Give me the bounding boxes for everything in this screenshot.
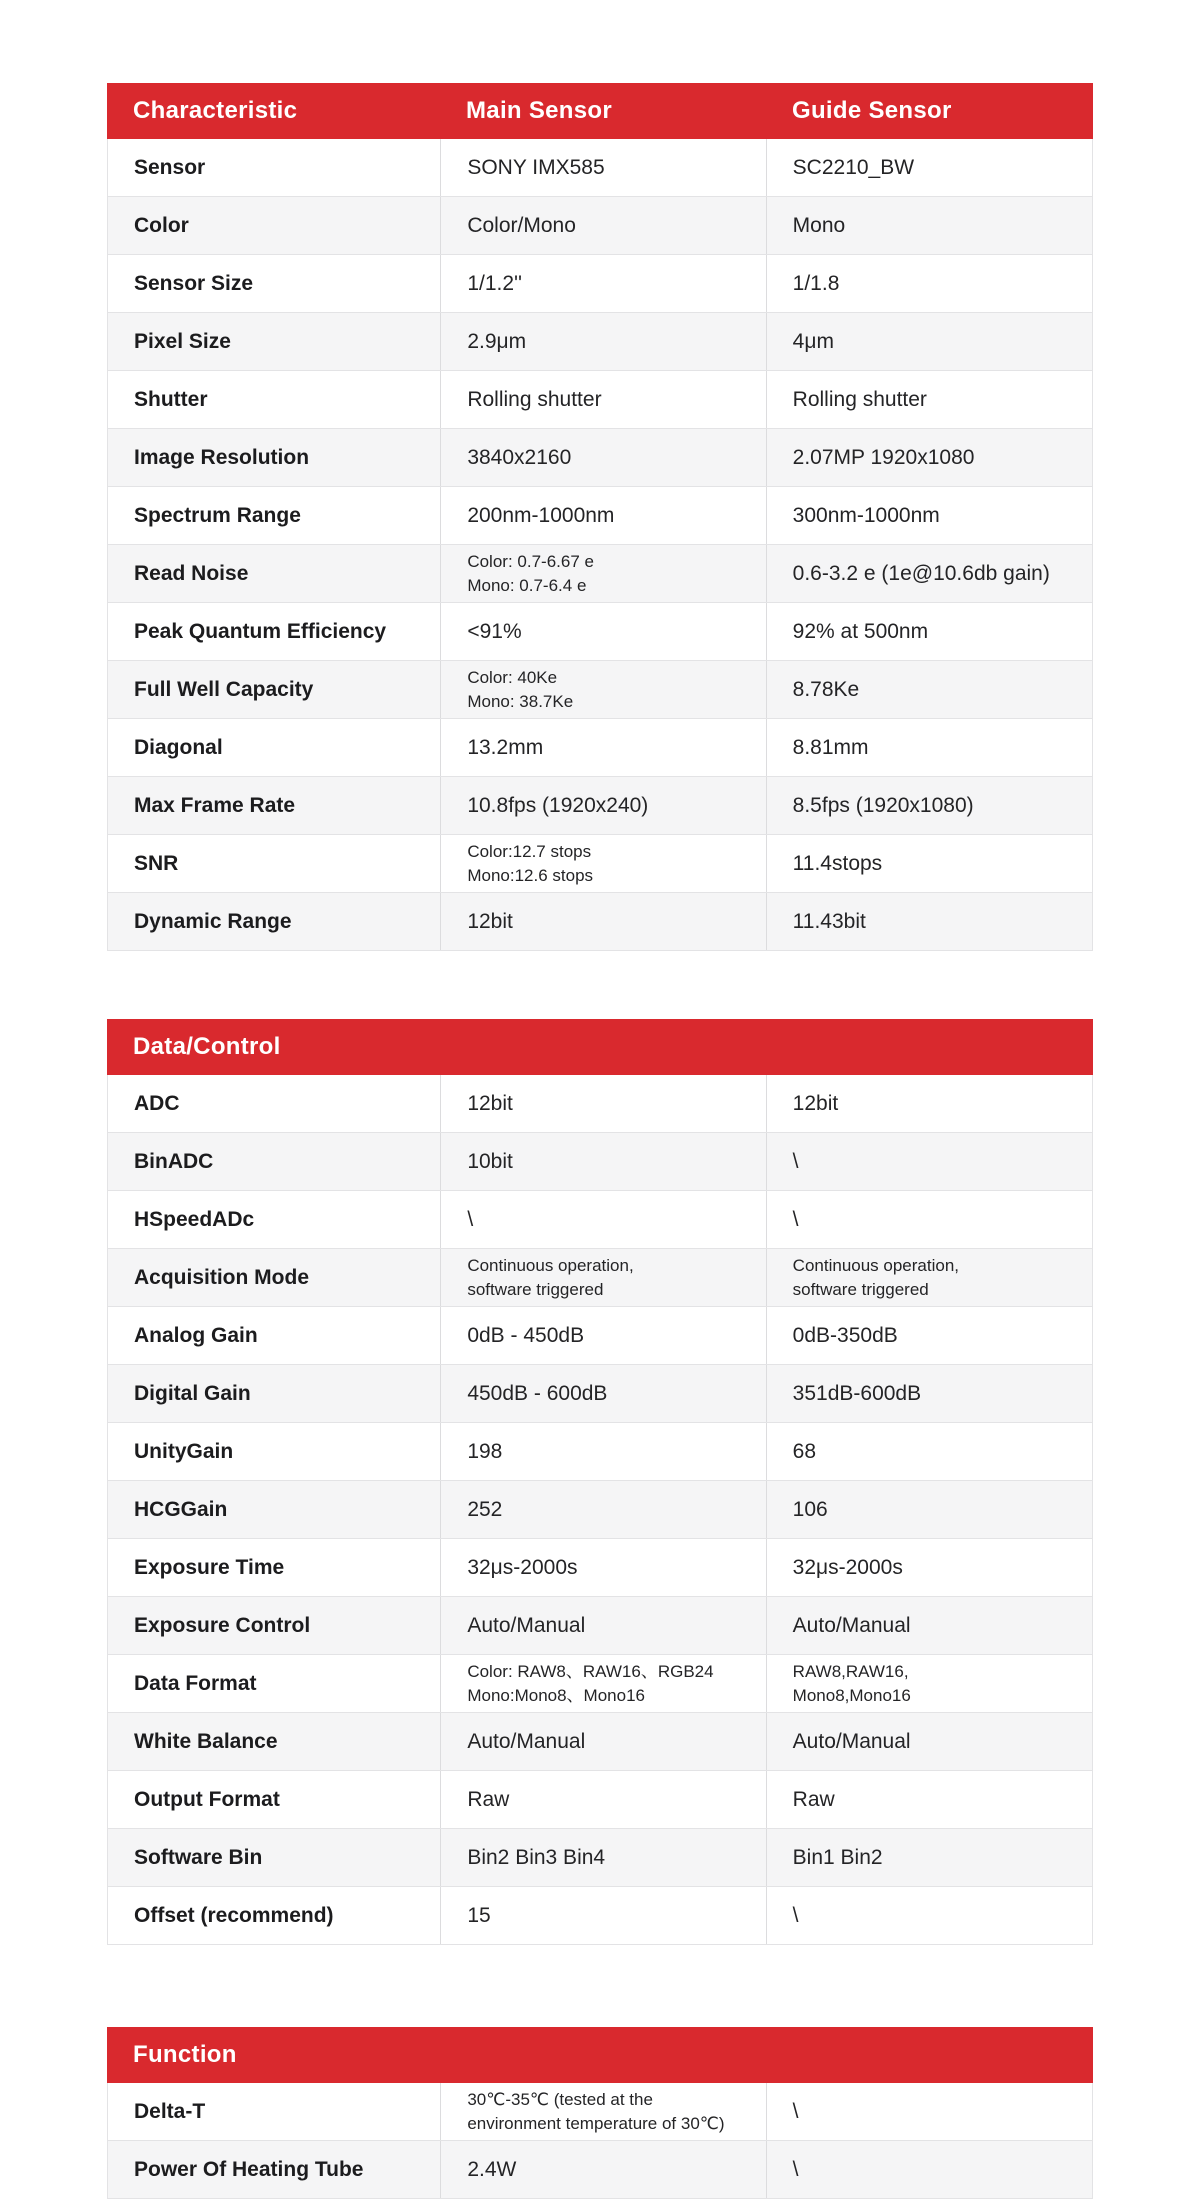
main-sensor-value-cell: [440, 139, 765, 196]
table-body: [107, 2083, 1093, 2199]
value-line: 1/1.8: [792, 271, 840, 295]
guide-sensor-value-cell: [766, 603, 1092, 660]
value-line: 12bit: [467, 1091, 513, 1115]
main-sensor-value-cell: [440, 1423, 765, 1480]
value-line: 106: [792, 1497, 828, 1521]
row-label-cell: [108, 1887, 440, 1944]
row-label-cell: [108, 835, 440, 892]
row-label: Read Noise: [134, 561, 249, 585]
row-label-cell: [108, 777, 440, 834]
main-sensor-value-cell: [440, 1539, 765, 1596]
value-line: Continuous operation,: [792, 1255, 960, 1275]
table-body: [107, 1075, 1093, 1945]
value-line: 300nm-1000nm: [792, 503, 940, 527]
value-line: 1/1.2'': [467, 271, 523, 295]
section-header-bar: [107, 1019, 1093, 1075]
main-sensor-value-cell: [440, 1713, 765, 1770]
table-row: [108, 1596, 1092, 1654]
row-label-cell: [108, 603, 440, 660]
table-row: [108, 370, 1092, 428]
header-cell: Data/Control: [133, 1033, 281, 1060]
table-row: [108, 602, 1092, 660]
table-row: [108, 2140, 1092, 2198]
value-line: 68: [792, 1439, 817, 1463]
row-label-cell: [108, 2083, 440, 2140]
value-line: 12bit: [467, 909, 513, 933]
value-line: 12bit: [792, 1091, 839, 1115]
row-label: Sensor Size: [134, 271, 254, 295]
guide-sensor-value-cell: [766, 893, 1092, 950]
row-label-cell: [108, 1481, 440, 1538]
value-line: 15: [467, 1903, 491, 1927]
table-row: [108, 1075, 1092, 1132]
main-sensor-value-cell: [440, 2083, 765, 2140]
value-line: Color/Mono: [467, 213, 576, 237]
row-label: Peak Quantum Efficiency: [134, 619, 387, 643]
row-label-cell: [108, 371, 440, 428]
main-sensor-value-cell: [440, 1249, 765, 1306]
main-sensor-value-cell: [440, 1365, 765, 1422]
row-label-cell: [108, 661, 440, 718]
value-line: 10bit: [467, 1149, 513, 1173]
guide-sensor-value-cell: [766, 777, 1092, 834]
value-line: 8.78Ke: [792, 677, 860, 701]
main-sensor-value-cell: [440, 1597, 765, 1654]
row-label-cell: [108, 1539, 440, 1596]
row-label-cell: [108, 1423, 440, 1480]
header-cell: Guide Sensor: [792, 97, 952, 124]
main-sensor-value-cell: [440, 429, 765, 486]
value-line: 32μs-2000s: [467, 1555, 578, 1579]
row-label: Diagonal: [134, 735, 223, 759]
row-label: Data Format: [134, 1671, 257, 1695]
row-label-cell: [108, 1713, 440, 1770]
guide-sensor-value-cell: [766, 1075, 1092, 1132]
row-label-cell: [108, 1307, 440, 1364]
header-cell: Characteristic: [133, 97, 298, 124]
value-line: \: [792, 1149, 799, 1173]
value-line: SC2210_BW: [792, 155, 915, 179]
guide-sensor-value-cell: [766, 1887, 1092, 1944]
table-row: [108, 1132, 1092, 1190]
main-sensor-value-cell: [440, 1829, 765, 1886]
table-row: [108, 1364, 1092, 1422]
row-label: Exposure Time: [134, 1555, 285, 1579]
row-label-cell: [108, 1133, 440, 1190]
main-sensor-value-cell: [440, 1655, 765, 1712]
main-sensor-value-cell: [440, 835, 765, 892]
value-line: 13.2mm: [467, 735, 544, 759]
value-line: Color: 0.7-6.67 e: [467, 551, 594, 571]
header-cell: Function: [133, 2041, 237, 2068]
row-label-cell: [108, 2141, 440, 2198]
characteristic-table: [107, 83, 1093, 951]
row-label-cell: [108, 429, 440, 486]
value-line: 3840x2160: [467, 445, 572, 469]
data-control-table: [107, 1019, 1093, 1945]
value-line: environment temperature of 30℃): [467, 2113, 725, 2133]
main-sensor-value-cell: [440, 603, 765, 660]
table-row: [108, 1190, 1092, 1248]
value-line: \: [792, 2099, 799, 2123]
value-line: 200nm-1000nm: [467, 503, 615, 527]
value-line: software triggered: [792, 1279, 929, 1299]
row-label: Acquisition Mode: [134, 1265, 309, 1289]
value-line: Mono: 0.7-6.4 e: [467, 575, 587, 595]
value-line: Mono: 38.7Ke: [467, 691, 574, 711]
value-line: Continuous operation,: [467, 1255, 634, 1275]
row-label: Output Format: [134, 1787, 280, 1811]
table-row: [108, 2083, 1092, 2140]
value-line: 351dB-600dB: [792, 1381, 922, 1405]
table-row: [108, 1422, 1092, 1480]
row-label-cell: [108, 139, 440, 196]
value-line: Auto/Manual: [792, 1729, 911, 1753]
row-label: Shutter: [134, 387, 208, 411]
row-label: Analog Gain: [134, 1323, 258, 1347]
value-line: 0dB - 450dB: [467, 1323, 585, 1347]
guide-sensor-value-cell: [766, 1191, 1092, 1248]
row-label-cell: [108, 893, 440, 950]
value-line: 11.43bit: [792, 909, 866, 933]
table-body: [107, 139, 1093, 951]
value-line: \: [792, 2157, 799, 2181]
main-sensor-value-cell: [440, 313, 765, 370]
main-sensor-value-cell: [440, 777, 765, 834]
value-line: 450dB - 600dB: [467, 1381, 608, 1405]
value-line: Rolling shutter: [467, 387, 602, 411]
value-line: Auto/Manual: [467, 1729, 586, 1753]
table-row: [108, 834, 1092, 892]
value-line: \: [792, 1207, 799, 1231]
main-sensor-value-cell: [440, 1133, 765, 1190]
main-sensor-value-cell: [440, 255, 765, 312]
value-line: 252: [467, 1497, 503, 1521]
guide-sensor-value-cell: [766, 1771, 1092, 1828]
value-line: 0.6-3.2 e (1e@10.6db gain): [792, 561, 1050, 585]
row-label-cell: [108, 1829, 440, 1886]
main-sensor-value-cell: [440, 1075, 765, 1132]
main-sensor-value-cell: [440, 661, 765, 718]
main-sensor-value-cell: [440, 1307, 765, 1364]
value-line: Bin2 Bin3 Bin4: [467, 1845, 606, 1869]
value-line: software triggered: [467, 1279, 604, 1299]
table-row: [108, 254, 1092, 312]
main-sensor-value-cell: [440, 893, 765, 950]
value-line: <91%: [467, 619, 522, 643]
guide-sensor-value-cell: [766, 1133, 1092, 1190]
guide-sensor-value-cell: [766, 835, 1092, 892]
value-line: Rolling shutter: [792, 387, 927, 411]
main-sensor-value-cell: [440, 545, 765, 602]
value-line: 0dB-350dB: [792, 1323, 898, 1347]
row-label: Image Resolution: [134, 445, 310, 469]
table-row: [108, 139, 1092, 196]
guide-sensor-value-cell: [766, 1597, 1092, 1654]
value-line: 2.4W: [467, 2157, 517, 2181]
row-label: HCGGain: [134, 1497, 228, 1521]
table-row: [108, 1712, 1092, 1770]
guide-sensor-value-cell: [766, 1655, 1092, 1712]
row-label: UnityGain: [134, 1439, 234, 1463]
row-label: Offset (recommend): [134, 1903, 334, 1927]
guide-sensor-value-cell: [766, 1423, 1092, 1480]
table-row: [108, 776, 1092, 834]
table-row: [108, 196, 1092, 254]
guide-sensor-value-cell: [766, 255, 1092, 312]
guide-sensor-value-cell: [766, 1307, 1092, 1364]
guide-sensor-value-cell: [766, 2083, 1092, 2140]
guide-sensor-value-cell: [766, 2141, 1092, 2198]
main-sensor-value-cell: [440, 371, 765, 428]
main-sensor-value-cell: [440, 2141, 765, 2198]
row-label: Digital Gain: [134, 1381, 251, 1405]
value-line: Mono:12.6 stops: [467, 865, 594, 885]
value-line: 32μs-2000s: [792, 1555, 903, 1579]
main-sensor-value-cell: [440, 197, 765, 254]
section-header-bar: [107, 2027, 1093, 2083]
value-line: 30℃-35℃ (tested at the: [467, 2089, 653, 2109]
table-row: [108, 1480, 1092, 1538]
main-sensor-value-cell: [440, 487, 765, 544]
table-row: [108, 1538, 1092, 1596]
table-row: [108, 1306, 1092, 1364]
row-label: Power Of Heating Tube: [134, 2157, 364, 2181]
row-label-cell: [108, 545, 440, 602]
row-label: Software Bin: [134, 1845, 263, 1869]
row-label: Sensor: [134, 155, 206, 179]
value-line: \: [792, 1903, 799, 1927]
main-sensor-value-cell: [440, 1771, 765, 1828]
guide-sensor-value-cell: [766, 1539, 1092, 1596]
table-row: [108, 660, 1092, 718]
table-row: [108, 1248, 1092, 1306]
table-row: [108, 718, 1092, 776]
row-label-cell: [108, 1191, 440, 1248]
guide-sensor-value-cell: [766, 1713, 1092, 1770]
row-label: HSpeedADc: [134, 1207, 255, 1231]
guide-sensor-value-cell: [766, 1365, 1092, 1422]
value-line: Color: 40Ke: [467, 667, 558, 687]
main-sensor-value-cell: [440, 719, 765, 776]
guide-sensor-value-cell: [766, 313, 1092, 370]
row-label-cell: [108, 719, 440, 776]
row-label: Delta-T: [134, 2099, 206, 2123]
row-label: White Balance: [134, 1729, 278, 1753]
value-line: \: [467, 1207, 474, 1231]
guide-sensor-value-cell: [766, 1829, 1092, 1886]
row-label: Full Well Capacity: [134, 677, 314, 701]
table-row: [108, 892, 1092, 950]
guide-sensor-value-cell: [766, 1249, 1092, 1306]
main-sensor-value-cell: [440, 1481, 765, 1538]
row-label-cell: [108, 1075, 440, 1132]
value-line: 8.81mm: [792, 735, 869, 759]
row-label-cell: [108, 1597, 440, 1654]
table-row: [108, 1828, 1092, 1886]
row-label: Color: [134, 213, 189, 237]
guide-sensor-value-cell: [766, 1481, 1092, 1538]
value-line: 10.8fps (1920x240): [467, 793, 649, 817]
value-line: Raw: [467, 1787, 510, 1811]
value-line: 11.4stops: [792, 851, 883, 875]
table-row: [108, 312, 1092, 370]
section-header-bar: [107, 83, 1093, 139]
value-line: Auto/Manual: [792, 1613, 911, 1637]
table-row: [108, 428, 1092, 486]
guide-sensor-value-cell: [766, 545, 1092, 602]
value-line: 2.07MP 1920x1080: [792, 445, 975, 469]
row-label-cell: [108, 1771, 440, 1828]
main-sensor-value-cell: [440, 1191, 765, 1248]
table-row: [108, 1770, 1092, 1828]
row-label: Max Frame Rate: [134, 793, 296, 817]
table-row: [108, 544, 1092, 602]
value-line: RAW8,RAW16,: [792, 1661, 909, 1681]
guide-sensor-value-cell: [766, 139, 1092, 196]
value-line: Raw: [792, 1787, 835, 1811]
row-label: SNR: [134, 851, 179, 875]
value-line: Mono:Mono8、Mono16: [467, 1685, 645, 1705]
value-line: Bin1 Bin2: [792, 1845, 883, 1869]
guide-sensor-value-cell: [766, 429, 1092, 486]
table-row: [108, 1886, 1092, 1944]
value-line: Auto/Manual: [467, 1613, 586, 1637]
row-label-cell: [108, 1655, 440, 1712]
header-cell: Main Sensor: [466, 97, 612, 124]
value-line: Mono: [792, 213, 846, 237]
row-label: Dynamic Range: [134, 909, 292, 933]
function-table: [107, 2027, 1093, 2199]
row-label: BinADC: [134, 1149, 214, 1173]
row-label-cell: [108, 1365, 440, 1422]
value-line: 2.9μm: [467, 329, 527, 353]
value-line: 92% at 500nm: [792, 619, 929, 643]
row-label-cell: [108, 313, 440, 370]
row-label: ADC: [134, 1091, 180, 1115]
guide-sensor-value-cell: [766, 719, 1092, 776]
guide-sensor-value-cell: [766, 487, 1092, 544]
value-line: Mono8,Mono16: [792, 1685, 911, 1705]
guide-sensor-value-cell: [766, 371, 1092, 428]
row-label-cell: [108, 487, 440, 544]
row-label: Pixel Size: [134, 329, 231, 353]
main-sensor-value-cell: [440, 1887, 765, 1944]
row-label: Exposure Control: [134, 1613, 311, 1637]
value-line: SONY IMX585: [467, 155, 605, 179]
row-label-cell: [108, 255, 440, 312]
row-label-cell: [108, 1249, 440, 1306]
value-line: 8.5fps (1920x1080): [792, 793, 974, 817]
value-line: 4μm: [792, 329, 834, 353]
value-line: Color: RAW8、RAW16、RGB24: [467, 1661, 714, 1681]
row-label: Spectrum Range: [134, 503, 301, 527]
value-line: 198: [467, 1439, 503, 1463]
table-row: [108, 1654, 1092, 1712]
guide-sensor-value-cell: [766, 661, 1092, 718]
row-label-cell: [108, 197, 440, 254]
value-line: Color:12.7 stops: [467, 841, 592, 861]
guide-sensor-value-cell: [766, 197, 1092, 254]
table-row: [108, 486, 1092, 544]
